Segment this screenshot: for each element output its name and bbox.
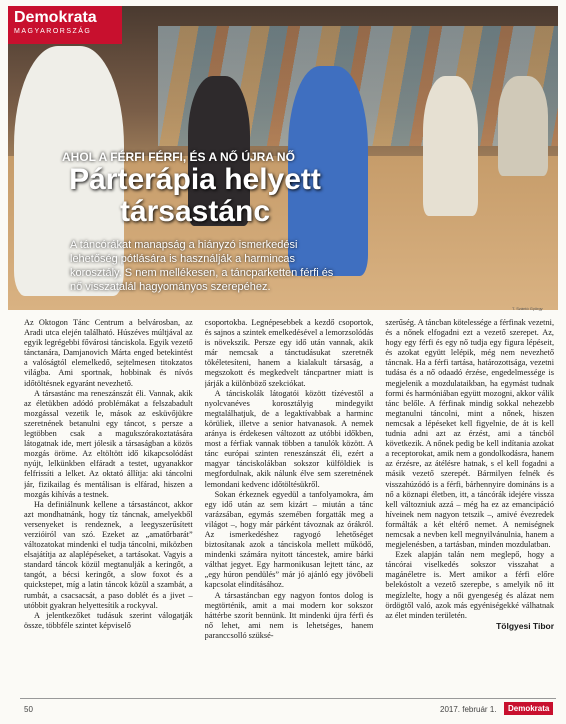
article-lead: A táncórákat manapság a hiányzó ismerkedési lehetőség pótlására is használják a harmincas korosztály. S nem mellékesen, a táncparketten férfi és nő visszatalál hagyományos szerepéhez. <box>70 239 334 293</box>
article-column-3 <box>385 318 554 698</box>
photo-credit: T. Szántó György <box>512 306 543 311</box>
article-kicker: AHOL A FÉRFI FÉRFI, ÉS A NŐ ÚJRA NŐ <box>62 150 295 164</box>
masthead-edition: MAGYARORSZÁG <box>14 28 92 35</box>
paragraph: Az Oktogon Tánc Centrum a belvárosban, az Aradi utca elején található. Húszéves múltjával az egyik legrégebbi fővárosi tánciskola. Egyik vezető tánctanára, Damjanovich Márta enged betekintést a valóságtól elemelkedő, sejtelmesen titokzatos világba. Ami sportnak, hobbinak és nívós időtöltésnek egyaránt nevezhető. <box>24 318 193 388</box>
paragraph: csoportokba. Legnépesebbek a kezdő csoportok, és sajnos a szintek emelkedésével a lemorzsolódás is növekszik. Persze egy idő után vannak, akik már nemcsak a tánctudásukat szeretnék tökéletesíteni, hanem a kialakult társaság, a megszokott és megkedvelt táncpartner miatt is járják a különböző szekciókat. <box>204 318 374 388</box>
paragraph: Ezek alapján talán nem meglepő, hogy a táncórai viselkedés sokszor visszahat a magánéletre is. Mert amikor a férfi előre belekóstolt a vezető szerepbe, s amelyik nő itt megízlelte, hogy a női gyengeség és alázat nem ördögtől való, azok más egyéniségekké válhatnak az élet minden területén. <box>385 550 555 620</box>
magazine-masthead <box>8 6 122 44</box>
paragraph: A társastáncban egy nagyon fontos dolog is megtörténik, amit a mai modern kor sokszor háttérbe szorít bennünk. Itt mindenki újra férfi és nő lehet, ami nem is lehetséges, hanem paranccsolló szüksé- <box>204 590 374 640</box>
paragraph: A jelentkezőket tudásuk szerint válogatják össze, többféle szintet képviselő <box>24 610 193 630</box>
article-body <box>24 318 554 698</box>
article-column-2 <box>205 318 374 698</box>
masthead-name: Demokrata <box>14 9 97 26</box>
paragraph: A tánciskolák látogatói között tízévestől a nyolcvanéves korosztályig mindegyikt megtalálhatjuk, de a legaktívabbak a harminc körüliek, illetve a senior hatvanasok. A nemek aránya is érdekesen változott az utóbbi időkben, most a férfiak vannak többen a tanulók között. A tánc európai szinten reneszánszát éli, ezért a magyar tánciskolákban sokszor külföldiek is megfordulnak, akik nálunk élve sem szeretnének lemondani kedvenc időtöltésükről. <box>204 388 374 489</box>
page-number: 50 <box>24 705 33 714</box>
issue-date: 2017. február 1. <box>440 705 497 714</box>
paragraph: Sokan érkeznek egyedül a tanfolyamokra, ám egy idő után az sem kizárt – miután a tánc varázsában, egymás szemében forgatták meg a világot –, hogy már párként távoznak az órákról. Az ismerkedéshez ragyogó lehetőséget biztosítanak azok a tánciskola mellett működő, mindenki számára nyitott táncestek, amire bárki válthat jegyet. Egy harmonikusan lejtett tánc, az „egy húron pendülés” már jó ajánló egy jövőbeli kapcsolat elindításához. <box>204 489 374 590</box>
footer-brand: Demokrata <box>504 702 553 715</box>
article-title: Párterápia helyett társastánc <box>69 163 321 228</box>
author-signature: Tölgyesi Tibor <box>496 620 555 631</box>
paragraph: A társastánc ma reneszánszát éli. Vannak, akik az életükben adódó problémákat a felszabadult mozgással vezetik le, mások az esküvőjükre szeretnének betanulni egy táncot, s persze a legtöbben csak a magukszórakoztatására látogatnak ide, mert jólesik a társaságban a közös mozgás öröme. Az eltöltött idő kikapcsolódást nyújt, lelkünkben elfáradt a testet, ugyanakkor felfrissíti a lelket. Az oktató állítja: aki táncolni jár, fizikailag és mentálisan is elfárad, hiszen a mozgás kihívás a testnek. <box>24 388 193 499</box>
article-column-1 <box>24 318 193 698</box>
paragraph: szerűség. A táncban kötelessége a férfinak vezetni, és a nőnek elfogadni ezt a vezető szerepet. Az, hogy egy férfi és egy nő tudja egy figura lépéseit, és azokat együtt lelépik, még nem nevezhető táncnak. Ha a férfi tartása, határozottsága, vezetni tudása és a nő odaadó érzése, engedelmessége is megjelenik a mozdulataikban, ha egymást tudnak formi és harmóniában együtt mozogni, akkor válik tánc belőle. A férfinak mindig sokkal nehezebb megtanulni táncolni, mint a nőnek, hiszen nemcsak a lépéseket kell figyelnie, de át is kell tudnia adni azt az érzést, ami a táncból következik. A nőnek pedig be kell indítania azokat a receptorokat, amik nem a gondolkodásra, hanem az érzésre, az átélésre hatnak, s el kell fogadni a másik vezető szerepét. Bármilyen felnék és visszahúzódó is a férfi, bárhennyire domináns is a nő a köznapi életben, itt, a táncórák idejére vissza kell változniuk azzá – még ha ez az emancipáció híveinek nem nagyon tetszik –, amivé évezredek formálták a két eltérő nemet. A nemiségnek nemcsak a nevben kell megnyilvánulnia, hanem a megjelenésben, a tartásban, minden mozdulatban. <box>385 318 555 550</box>
page-footer <box>20 702 556 718</box>
paragraph: Ha definiálnunk kellene a társastáncot, akkor azt mondhatnánk, hogy tíz táncnak, amelyekből versenyeket is rendeznek, a leegyszerűsített verzióiról van szó. Ezeket az „amatőrbarát” változatokat mindenki el tudja táncolni, miközben elsajátítja az alaplépéseket, a tartásokat. Vagyis a standard táncok közül megtanulják a keringőt, a tangót, a bécsi keringőt, a slow foxot és a quickstepet, míg a latin táncok közül a szambát, a rumbát, a csacsacsát, a paso doblét és a jivet – utóbbit gyakran helyettesítik a rockyval. <box>24 499 193 610</box>
photo-dancer <box>423 76 478 216</box>
footer-rule <box>20 698 556 699</box>
photo-dancer <box>498 76 548 176</box>
